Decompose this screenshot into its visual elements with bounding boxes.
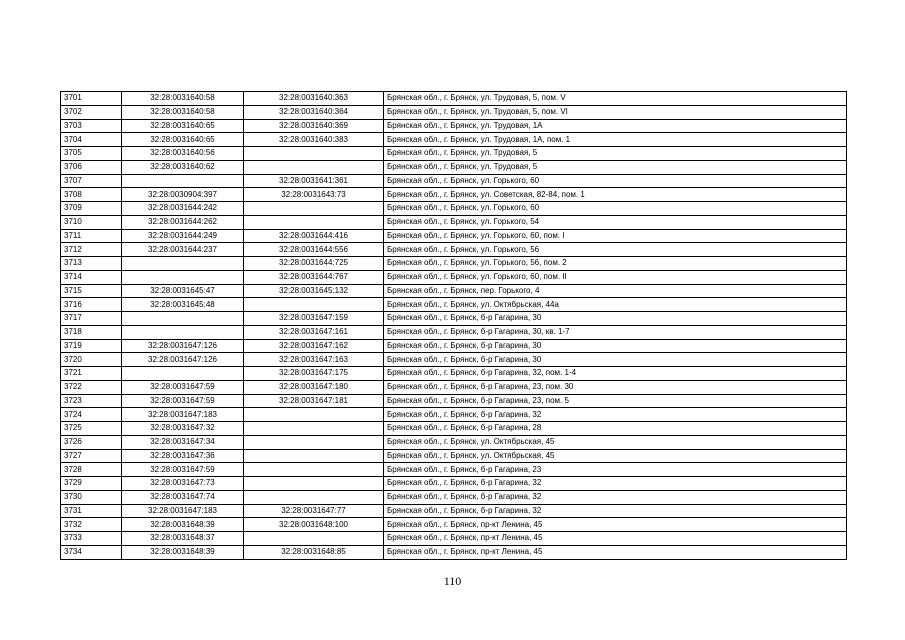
parcel-cadastral-number-cell: 32:28:0031644:249 — [122, 229, 244, 243]
address-cell: Брянская обл., г. Брянск, б-р Гагарина, 32 — [384, 504, 847, 518]
object-cadastral-number-cell — [244, 490, 384, 504]
row-number-cell: 3722 — [61, 380, 122, 394]
row-number-cell: 3704 — [61, 133, 122, 147]
object-cadastral-number-cell: 32:28:0031648:100 — [244, 518, 384, 532]
table-row — [61, 367, 847, 381]
row-number-cell: 3719 — [61, 339, 122, 353]
row-number-cell: 3734 — [61, 545, 122, 559]
address-cell: Брянская обл., г. Брянск, б-р Гагарина, 30, кв. 1-7 — [384, 325, 847, 339]
row-number-cell: 3711 — [61, 229, 122, 243]
parcel-cadastral-number-cell: 32:28:0031647:59 — [122, 394, 244, 408]
parcel-cadastral-number-cell: 32:28:0031647:126 — [122, 339, 244, 353]
row-number-cell: 3731 — [61, 504, 122, 518]
object-cadastral-number-cell: 32:28:0031644:556 — [244, 243, 384, 257]
address-cell: Брянская обл., г. Брянск, б-р Гагарина, 32, пом. 1-4 — [384, 367, 847, 381]
address-cell: Брянская обл., г. Брянск, б-р Гагарина, 23, пом. 30 — [384, 380, 847, 394]
object-cadastral-number-cell: 32:28:0031647:162 — [244, 339, 384, 353]
table-row — [61, 380, 847, 394]
table-row — [61, 202, 847, 216]
parcel-cadastral-number-cell: 32:28:0031648:37 — [122, 532, 244, 546]
parcel-cadastral-number-cell — [122, 257, 244, 271]
address-cell: Брянская обл., г. Брянск, б-р Гагарина, 23 — [384, 463, 847, 477]
table-row — [61, 270, 847, 284]
row-number-cell: 3710 — [61, 215, 122, 229]
address-cell: Брянская обл., г. Брянск, б-р Гагарина, 30 — [384, 353, 847, 367]
table-row — [61, 422, 847, 436]
row-number-cell: 3730 — [61, 490, 122, 504]
row-number-cell: 3716 — [61, 298, 122, 312]
address-cell: Брянская обл., г. Брянск, ул. Трудовая, 5 — [384, 147, 847, 161]
table-row — [61, 449, 847, 463]
address-cell: Брянская обл., г. Брянск, б-р Гагарина, 32 — [384, 408, 847, 422]
table-row — [61, 463, 847, 477]
object-cadastral-number-cell: 32:28:0031647:77 — [244, 504, 384, 518]
table-row — [61, 312, 847, 326]
address-cell: Брянская обл., г. Брянск, пр-кт Ленина, 45 — [384, 518, 847, 532]
table-row — [61, 532, 847, 546]
row-number-cell: 3729 — [61, 477, 122, 491]
address-cell: Брянская обл., г. Брянск, ул. Горького, 60 — [384, 202, 847, 216]
address-cell: Брянская обл., г. Брянск, ул. Горького, 56 — [384, 243, 847, 257]
row-number-cell: 3726 — [61, 435, 122, 449]
parcel-cadastral-number-cell: 32:28:0031647:183 — [122, 504, 244, 518]
parcel-cadastral-number-cell — [122, 367, 244, 381]
table-row — [61, 504, 847, 518]
page-number: 110 — [443, 574, 462, 588]
row-number-cell: 3732 — [61, 518, 122, 532]
parcel-cadastral-number-cell: 32:28:0030904:397 — [122, 188, 244, 202]
address-cell: Брянская обл., г. Брянск, ул. Горького, 60, пом. I — [384, 229, 847, 243]
table-row — [61, 92, 847, 106]
parcel-cadastral-number-cell — [122, 174, 244, 188]
row-number-cell: 3714 — [61, 270, 122, 284]
object-cadastral-number-cell: 32:28:0031647:181 — [244, 394, 384, 408]
object-cadastral-number-cell: 32:28:0031645:132 — [244, 284, 384, 298]
row-number-cell: 3717 — [61, 312, 122, 326]
address-cell: Брянская обл., г. Брянск, ул. Октябрьская, 45 — [384, 449, 847, 463]
table-row — [61, 339, 847, 353]
table-row — [61, 435, 847, 449]
table-row — [61, 133, 847, 147]
address-cell: Брянская обл., г. Брянск, ул. Октябрьская, 44а — [384, 298, 847, 312]
table-row — [61, 298, 847, 312]
address-cell: Брянская обл., г. Брянск, пер. Горького, 4 — [384, 284, 847, 298]
parcel-cadastral-number-cell: 32:28:0031640:56 — [122, 147, 244, 161]
row-number-cell: 3712 — [61, 243, 122, 257]
row-number-cell: 3733 — [61, 532, 122, 546]
row-number-cell: 3705 — [61, 147, 122, 161]
address-cell: Брянская обл., г. Брянск, б-р Гагарина, 28 — [384, 422, 847, 436]
parcel-cadastral-number-cell: 32:28:0031647:34 — [122, 435, 244, 449]
object-cadastral-number-cell: 32:28:0031647:163 — [244, 353, 384, 367]
parcel-cadastral-number-cell: 32:28:0031644:242 — [122, 202, 244, 216]
row-number-cell: 3709 — [61, 202, 122, 216]
object-cadastral-number-cell — [244, 422, 384, 436]
parcel-cadastral-number-cell — [122, 270, 244, 284]
object-cadastral-number-cell: 32:28:0031640:383 — [244, 133, 384, 147]
parcel-cadastral-number-cell: 32:28:0031647:73 — [122, 477, 244, 491]
row-number-cell: 3723 — [61, 394, 122, 408]
row-number-cell: 3715 — [61, 284, 122, 298]
object-cadastral-number-cell: 32:28:0031644:416 — [244, 229, 384, 243]
row-number-cell: 3728 — [61, 463, 122, 477]
object-cadastral-number-cell — [244, 408, 384, 422]
object-cadastral-number-cell: 32:28:0031647:159 — [244, 312, 384, 326]
table-row — [61, 257, 847, 271]
address-cell: Брянская обл., г. Брянск, ул. Горького, 56, пом. 2 — [384, 257, 847, 271]
address-cell: Брянская обл., г. Брянск, ул. Советская, 82-84, пом. 1 — [384, 188, 847, 202]
row-number-cell: 3727 — [61, 449, 122, 463]
row-number-cell: 3718 — [61, 325, 122, 339]
row-number-cell: 3708 — [61, 188, 122, 202]
parcel-cadastral-number-cell: 32:28:0031647:126 — [122, 353, 244, 367]
address-cell: Брянская обл., г. Брянск, пр-кт Ленина, 45 — [384, 545, 847, 559]
parcel-cadastral-number-cell: 32:28:0031640:65 — [122, 133, 244, 147]
object-cadastral-number-cell: 32:28:0031644:725 — [244, 257, 384, 271]
table-row — [61, 353, 847, 367]
table-row — [61, 325, 847, 339]
table-body — [61, 92, 847, 560]
object-cadastral-number-cell — [244, 160, 384, 174]
table-row — [61, 160, 847, 174]
address-cell: Брянская обл., г. Брянск, б-р Гагарина, 23, пом. 5 — [384, 394, 847, 408]
address-cell: Брянская обл., г. Брянск, б-р Гагарина, 30 — [384, 339, 847, 353]
table-row — [61, 545, 847, 559]
address-cell: Брянская обл., г. Брянск, ул. Горького, 60, пом. II — [384, 270, 847, 284]
object-cadastral-number-cell: 32:28:0031647:161 — [244, 325, 384, 339]
row-number-cell: 3720 — [61, 353, 122, 367]
row-number-cell: 3713 — [61, 257, 122, 271]
object-cadastral-number-cell: 32:28:0031647:175 — [244, 367, 384, 381]
parcel-cadastral-number-cell: 32:28:0031648:39 — [122, 545, 244, 559]
row-number-cell: 3725 — [61, 422, 122, 436]
row-number-cell: 3724 — [61, 408, 122, 422]
row-number-cell: 3707 — [61, 174, 122, 188]
parcel-cadastral-number-cell: 32:28:0031644:237 — [122, 243, 244, 257]
parcel-cadastral-number-cell: 32:28:0031647:36 — [122, 449, 244, 463]
object-cadastral-number-cell — [244, 449, 384, 463]
row-number-cell: 3703 — [61, 119, 122, 133]
address-cell: Брянская обл., г. Брянск, ул. Трудовая, 5, пом. V — [384, 92, 847, 106]
parcel-cadastral-number-cell: 32:28:0031648:39 — [122, 518, 244, 532]
parcel-cadastral-number-cell: 32:28:0031640:62 — [122, 160, 244, 174]
table-row — [61, 518, 847, 532]
table-row — [61, 284, 847, 298]
object-cadastral-number-cell: 32:28:0031644:767 — [244, 270, 384, 284]
parcel-cadastral-number-cell — [122, 325, 244, 339]
object-cadastral-number-cell: 32:28:0031648:85 — [244, 545, 384, 559]
parcel-cadastral-number-cell: 32:28:0031647:59 — [122, 463, 244, 477]
table-row — [61, 394, 847, 408]
address-cell: Брянская обл., г. Брянск, б-р Гагарина, 32 — [384, 477, 847, 491]
parcel-cadastral-number-cell: 32:28:0031640:58 — [122, 105, 244, 119]
address-cell: Брянская обл., г. Брянск, ул. Трудовая, 1А, пом. 1 — [384, 133, 847, 147]
object-cadastral-number-cell — [244, 532, 384, 546]
object-cadastral-number-cell: 32:28:0031640:369 — [244, 119, 384, 133]
parcel-cadastral-number-cell: 32:28:0031645:47 — [122, 284, 244, 298]
table-row — [61, 188, 847, 202]
address-cell: Брянская обл., г. Брянск, ул. Горького, 54 — [384, 215, 847, 229]
address-cell: Брянская обл., г. Брянск, пр-кт Ленина, 45 — [384, 532, 847, 546]
table-row — [61, 477, 847, 491]
object-cadastral-number-cell: 32:28:0031641:361 — [244, 174, 384, 188]
table-row — [61, 243, 847, 257]
address-cell: Брянская обл., г. Брянск, ул. Трудовая, 1А — [384, 119, 847, 133]
table-row — [61, 174, 847, 188]
object-cadastral-number-cell: 32:28:0031647:180 — [244, 380, 384, 394]
table-row — [61, 147, 847, 161]
row-number-cell: 3721 — [61, 367, 122, 381]
object-cadastral-number-cell — [244, 477, 384, 491]
parcel-cadastral-number-cell: 32:28:0031640:58 — [122, 92, 244, 106]
table-row — [61, 215, 847, 229]
row-number-cell: 3706 — [61, 160, 122, 174]
row-number-cell: 3702 — [61, 105, 122, 119]
address-cell: Брянская обл., г. Брянск, б-р Гагарина, 30 — [384, 312, 847, 326]
object-cadastral-number-cell: 32:28:0031643:73 — [244, 188, 384, 202]
table-row — [61, 408, 847, 422]
address-cell: Брянская обл., г. Брянск, б-р Гагарина, 32 — [384, 490, 847, 504]
object-cadastral-number-cell — [244, 298, 384, 312]
object-cadastral-number-cell: 32:28:0031640:364 — [244, 105, 384, 119]
object-cadastral-number-cell — [244, 463, 384, 477]
parcel-cadastral-number-cell: 32:28:0031647:32 — [122, 422, 244, 436]
parcel-cadastral-number-cell: 32:28:0031644:262 — [122, 215, 244, 229]
parcel-cadastral-number-cell: 32:28:0031647:183 — [122, 408, 244, 422]
table-row — [61, 105, 847, 119]
address-cell: Брянская обл., г. Брянск, ул. Трудовая, 5, пом. VI — [384, 105, 847, 119]
object-cadastral-number-cell: 32:28:0031640:363 — [244, 92, 384, 106]
parcel-cadastral-number-cell: 32:28:0031647:59 — [122, 380, 244, 394]
object-cadastral-number-cell — [244, 435, 384, 449]
address-cell: Брянская обл., г. Брянск, ул. Трудовая, 5 — [384, 160, 847, 174]
object-cadastral-number-cell — [244, 202, 384, 216]
row-number-cell: 3701 — [61, 92, 122, 106]
cadastral-table — [60, 91, 847, 560]
parcel-cadastral-number-cell: 32:28:0031645:48 — [122, 298, 244, 312]
address-cell: Брянская обл., г. Брянск, ул. Горького, 60 — [384, 174, 847, 188]
table-row — [61, 490, 847, 504]
address-cell: Брянская обл., г. Брянск, ул. Октябрьская, 45 — [384, 435, 847, 449]
table-row — [61, 229, 847, 243]
parcel-cadastral-number-cell: 32:28:0031647:74 — [122, 490, 244, 504]
object-cadastral-number-cell — [244, 215, 384, 229]
table-row — [61, 119, 847, 133]
object-cadastral-number-cell — [244, 147, 384, 161]
parcel-cadastral-number-cell: 32:28:0031640:65 — [122, 119, 244, 133]
parcel-cadastral-number-cell — [122, 312, 244, 326]
